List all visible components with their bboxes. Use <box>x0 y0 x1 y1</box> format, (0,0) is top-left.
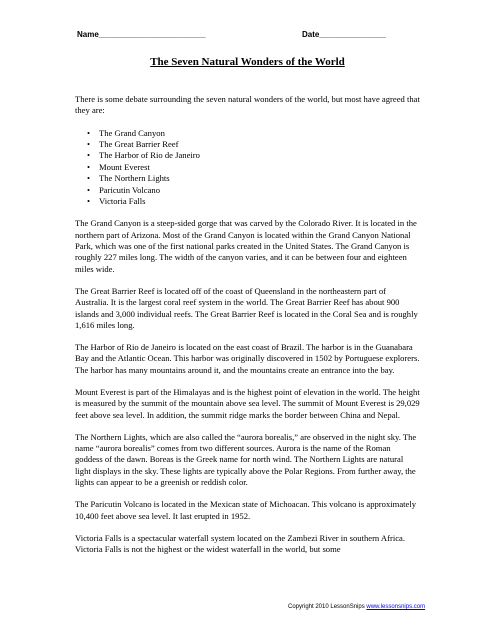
wonders-list <box>75 128 420 208</box>
rio-harbor-paragraph: The Harbor of Rio de Janeiro is located on the east coast of Brazil. The harbor is in the Guanabara Bay and the Atlantic Ocean. This harbor was originally discovered in 1502 by Portuguese explorers. The harbor has many mountains around it, and the mountains create an entrance into the bay. <box>75 342 420 375</box>
list-item-text: Victoria Falls <box>99 196 146 207</box>
list-item <box>87 139 420 150</box>
grand-canyon-paragraph: The Grand Canyon is a steep-sided gorge that was carved by the Colorado River. It is located in the northern part of Arizona. Most of the Grand Canyon is located within the Grand Canyon National Park, which was one of the first national parks created in the United States. The Grand Canyon is roughly 227 miles long. The width of the canyon varies, and it can be between four and eighteen miles wide. <box>75 218 417 274</box>
bullet-icon: • <box>87 161 91 172</box>
bullet-icon: • <box>87 173 91 184</box>
worksheet-body <box>75 94 420 567</box>
victoria-falls-paragraph: Victoria Falls is a spectacular waterfall system located on the Zambezi River in southern Africa. Victoria Falls is not the highest or the widest waterfall in the world, but some <box>75 532 405 555</box>
northern-lights-paragraph: The Northern Lights, which are also called the “aurora borealis,” are observed in the night sky. The name “aurora borealis” comes from two different sources. Aurora is the name of the Roman goddess of the dawn. Boreas is the Greek name for north wind. The Northern Lights are natural light displays in the sky. These lights are typically above the Polar Regions. From further away, the lights can appear to be a greenish or reddish color. <box>75 431 417 488</box>
great-barrier-reef-paragraph: The Great Barrier Reef is located off of the coast of Queensland in the northeastern part of Australia. It is the largest coral reef system in the world. The Great Barrier Reef has about 900 islands and 3,000 individual reefs. The Great Barrier Reef is located in the Coral Sea and is roughly 1,616 miles long. <box>75 285 418 330</box>
list-item-text: Mount Everest <box>99 161 150 172</box>
list-item-text: Paricutin Volcano <box>99 184 161 195</box>
list-item-text: The Grand Canyon <box>99 127 165 138</box>
intro-paragraph: There is some debate surrounding the seven natural wonders of the world, but most have agreed that they are: <box>75 94 420 116</box>
list-item <box>87 150 420 161</box>
copyright-text: Copyright 2010 LessonSnips <box>288 604 367 610</box>
list-item <box>87 127 420 139</box>
bullet-icon: • <box>87 196 91 207</box>
list-item <box>87 173 420 184</box>
date-field-line: Date_______________ <box>302 30 387 39</box>
bullet-icon: • <box>87 150 91 161</box>
bullet-icon: • <box>87 184 91 195</box>
paricutin-volcano-paragraph: The Paricutin Volcano is located in the Mexican state of Michoacan. This volcano is approximately 10,400 feet above sea level. It last erupted in 1952. <box>75 499 417 521</box>
list-item-text: The Harbor of Rio de Janeiro <box>99 150 200 161</box>
mount-everest-paragraph: Mount Everest is part of the Himalayas and is the highest point of elevation in the world. The height is measured by the summit of the mountain above sea level. The summit of Mount Everest is 29,029 feet above sea level. In addition, the summit ridge marks the border between China and Nepal. <box>75 387 420 420</box>
list-item-text: The Northern Lights <box>99 173 170 184</box>
name-field-line: Name________________________ <box>77 30 206 39</box>
list-item <box>87 184 420 196</box>
list-item <box>87 161 420 173</box>
bullet-icon: • <box>87 139 91 149</box>
page-title: The Seven Natural Wonders of the World <box>150 56 345 68</box>
list-item-text: The Great Barrier Reef <box>99 139 179 149</box>
list-item <box>87 196 420 207</box>
lessonsnips-link[interactable]: www.lessonsnips.com <box>366 604 426 610</box>
bullet-icon: • <box>87 127 91 138</box>
footer-copyright <box>288 603 425 611</box>
